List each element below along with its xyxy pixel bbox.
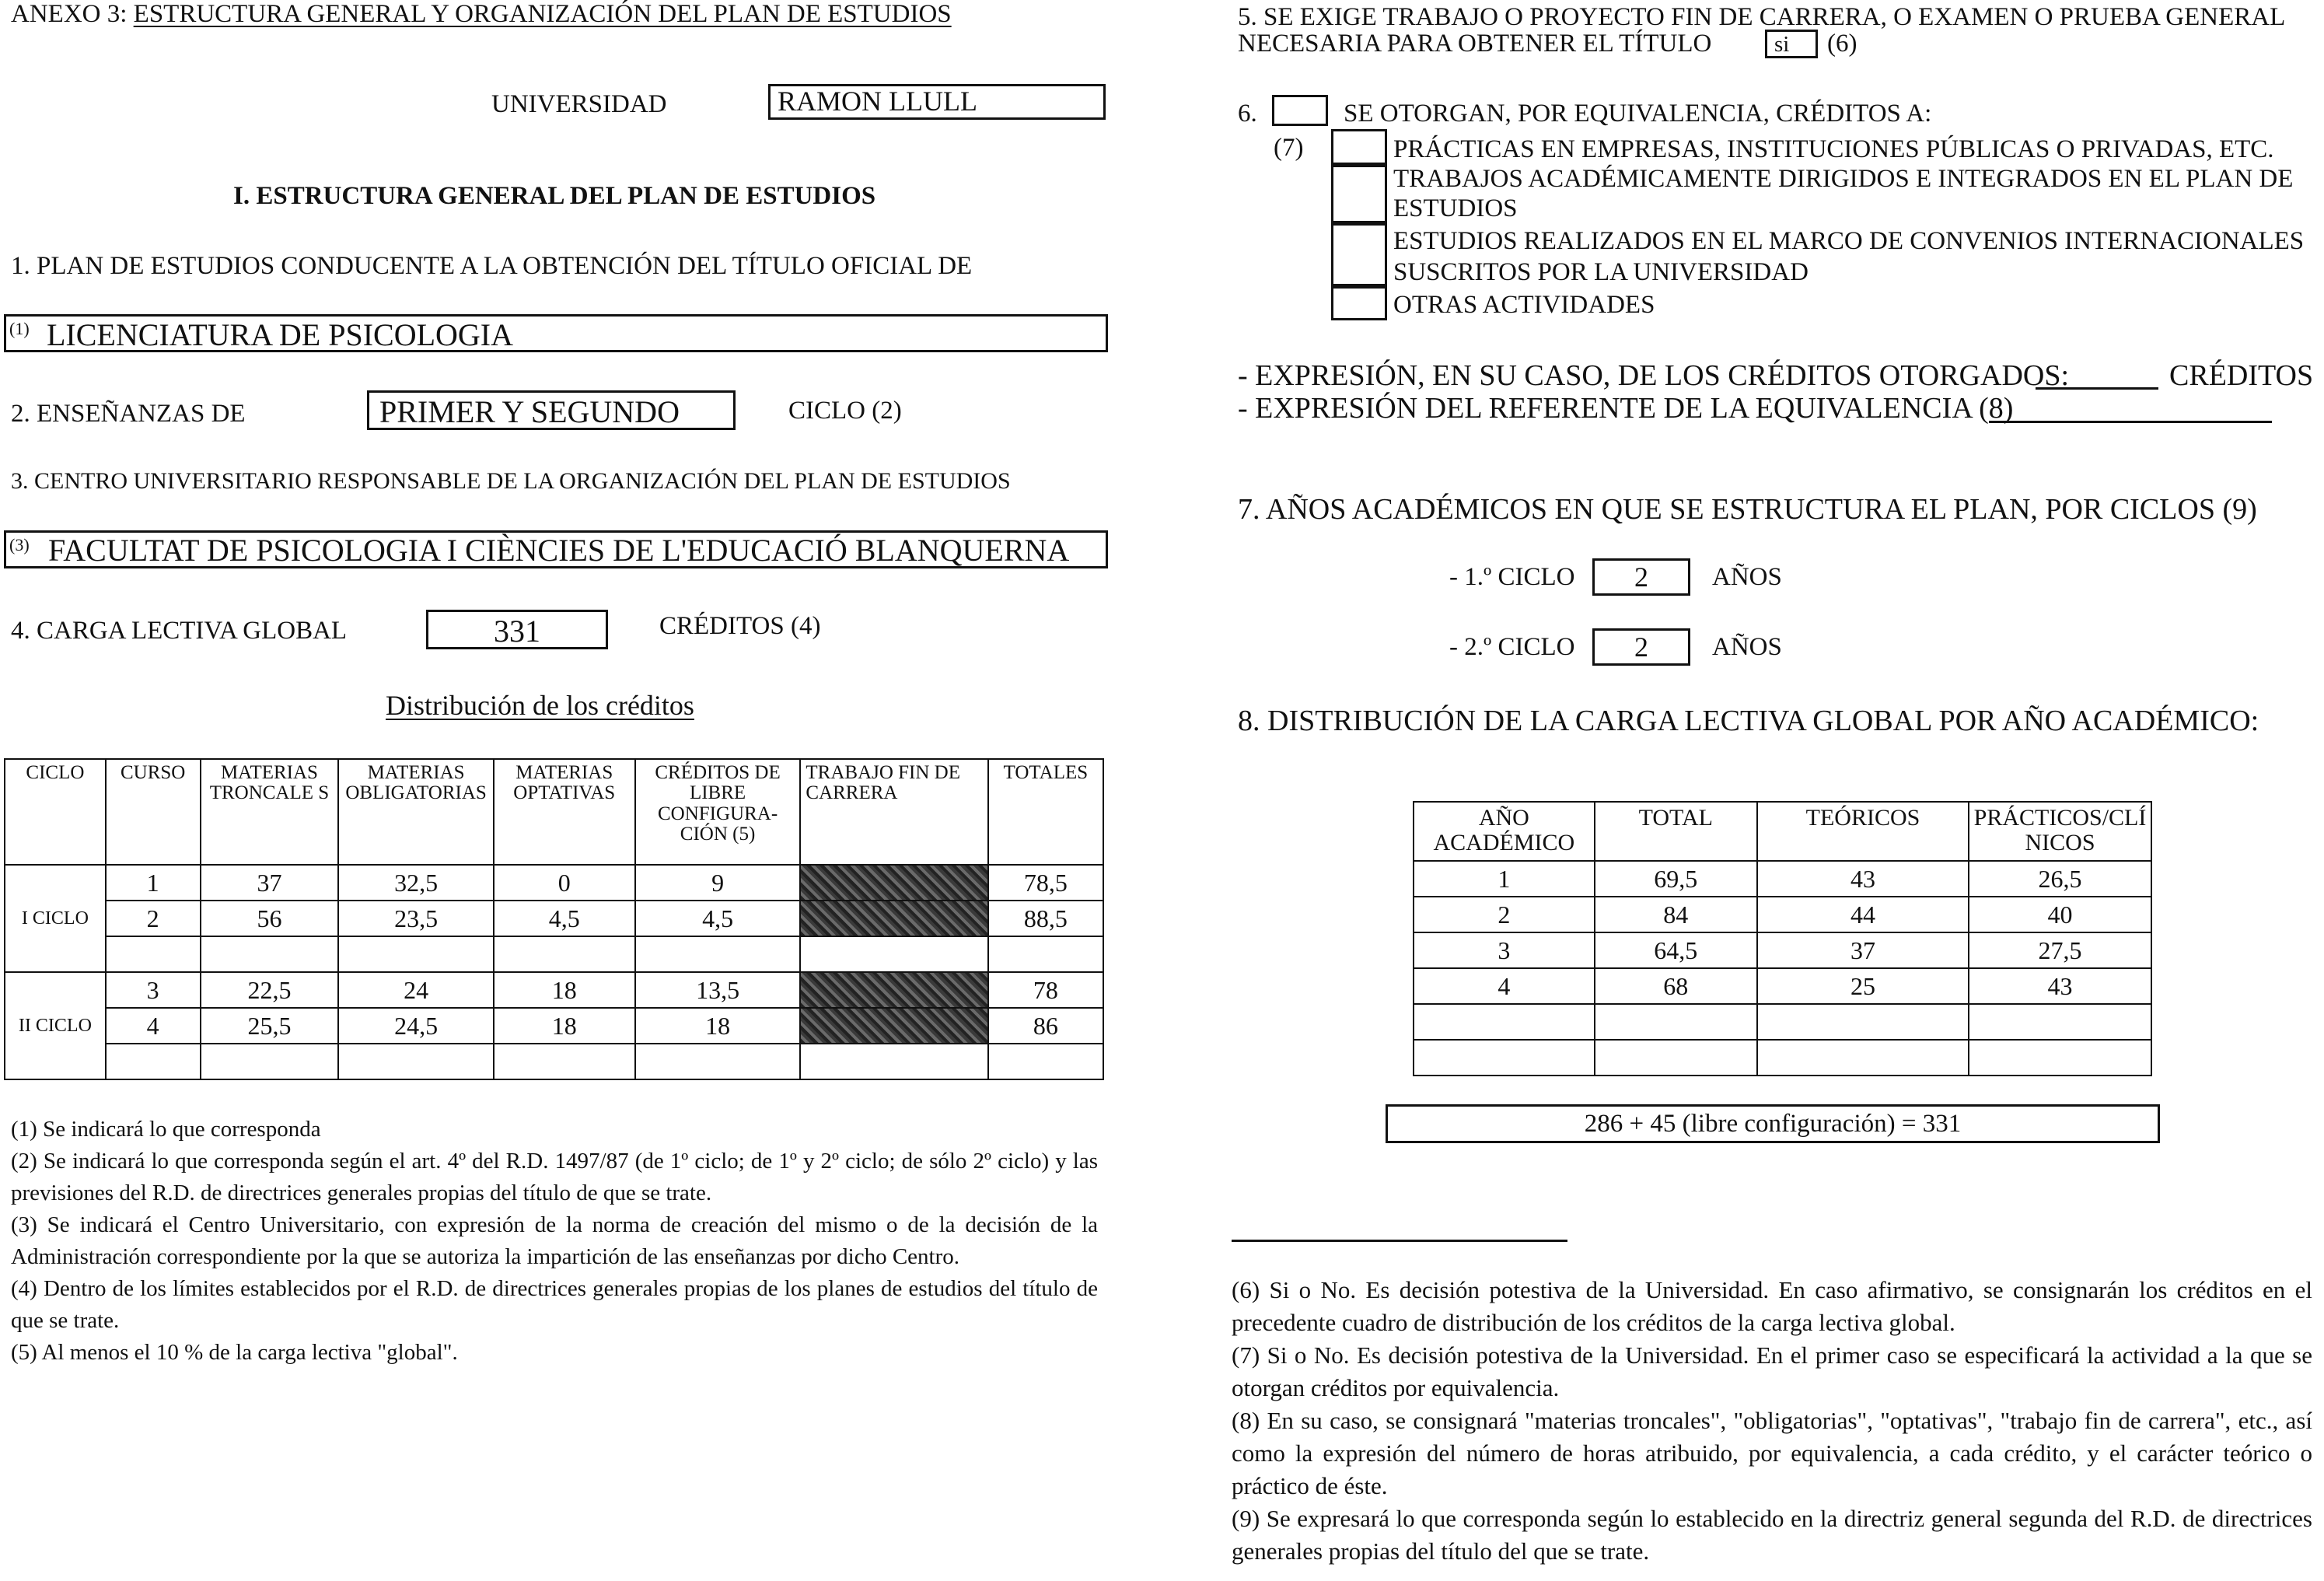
troncales-cell: 22,5 bbox=[201, 972, 339, 1008]
footnote-separator bbox=[1232, 1240, 1567, 1242]
item3-ref: (3) bbox=[9, 535, 30, 554]
table-row bbox=[1414, 861, 2151, 897]
obligatorias-cell: 23,5 bbox=[338, 901, 493, 936]
item8-label: 8. DISTRIBUCIÓN DE LA CARGA LECTIVA GLOBAL POR AÑO ACADÉMICO: bbox=[1238, 705, 2259, 737]
footnote: (5) Al menos el 10 % de la carga lectiva "global". bbox=[11, 1340, 458, 1365]
item6-label: SE OTORGAN, POR EQUIVALENCIA, CRÉDITOS A: bbox=[1344, 100, 1932, 128]
header-total: TOTAL bbox=[1595, 802, 1757, 861]
option-practicas-checkbox[interactable] bbox=[1331, 129, 1387, 165]
table-row bbox=[1414, 897, 2151, 932]
redacted-cell bbox=[800, 972, 987, 1008]
footnote: (3) Se indicará el Centro Universitario, con expresión de la norma de creación del mismo o de la decisión de la Administración correspondiente por la que se autoriza la impartición de las enseñanzas por dicho Centro. bbox=[11, 1212, 1098, 1269]
libre-cell: 13,5 bbox=[635, 972, 801, 1008]
item1-ref: (1) bbox=[9, 319, 30, 338]
redacted-cell bbox=[800, 901, 987, 936]
practicos-cell: 27,5 bbox=[1969, 932, 2151, 968]
cycle2-years-value: 2 bbox=[1634, 631, 1648, 663]
curso-cell: 3 bbox=[106, 972, 201, 1008]
item2-label: 2. ENSEÑANZAS DE bbox=[11, 400, 246, 428]
troncales-cell: 56 bbox=[201, 901, 339, 936]
expr1-blank[interactable] bbox=[2036, 387, 2158, 390]
optativas-cell: 0 bbox=[494, 865, 635, 901]
obligatorias-cell: 32,5 bbox=[338, 865, 493, 901]
option-trabajos-label-2: ESTUDIOS bbox=[1393, 194, 1518, 222]
cycle1-years-value: 2 bbox=[1634, 561, 1648, 593]
item5-line2: NECESARIA PARA OBTENER EL TÍTULO bbox=[1238, 30, 1712, 58]
table-row-empty bbox=[1414, 1040, 2151, 1076]
footnote: (2) Se indicará lo que corresponda según el art. 4º del R.D. 1497/87 (de 1º ciclo; de 1º y 2º ciclo; de sólo 2º ciclo) y las previsiones del R.D. de directrices generales propias del título de que se trate. bbox=[11, 1149, 1098, 1205]
option-practicas-label: PRÁCTICAS EN EMPRESAS, INSTITUCIONES PÚBLICAS O PRIVADAS, ETC. bbox=[1393, 135, 2274, 163]
header-obligatorias: MATERIAS OBLIGATORIAS bbox=[338, 759, 493, 865]
header-optativas: MATERIAS OPTATIVAS bbox=[494, 759, 635, 865]
item2-suffix: CICLO (2) bbox=[788, 397, 902, 425]
option-convenios-label-1: ESTUDIOS REALIZADOS EN EL MARCO DE CONVENIOS INTERNACIONALES bbox=[1393, 227, 2305, 255]
option-otras-label: OTRAS ACTIVIDADES bbox=[1393, 291, 1655, 319]
credit-distribution-table bbox=[4, 758, 1104, 1080]
center-value: FACULTAT DE PSICOLOGIA I CIÈNCIES DE L'EDUCACIÓ BLANQUERNA bbox=[48, 533, 1070, 568]
header-totales: TOTALES bbox=[988, 759, 1103, 865]
curso-cell: 2 bbox=[106, 901, 201, 936]
table-row-empty bbox=[1414, 1004, 2151, 1040]
distribution-title: Distribución de los créditos bbox=[386, 690, 694, 721]
year-distribution-table bbox=[1413, 801, 2152, 1076]
annex-title: ESTRUCTURA GENERAL Y ORGANIZACIÓN DEL PLAN DE ESTUDIOS bbox=[133, 0, 952, 28]
teoricos-cell: 44 bbox=[1757, 897, 1969, 932]
year-cell: 4 bbox=[1414, 968, 1595, 1004]
year-table-header-row bbox=[1414, 802, 2151, 861]
section-title: I. ESTRUCTURA GENERAL DEL PLAN DE ESTUDIOS bbox=[233, 182, 876, 210]
teoricos-cell: 25 bbox=[1757, 968, 1969, 1004]
optativas-cell: 4,5 bbox=[494, 901, 635, 936]
table-row bbox=[1414, 968, 2151, 1004]
item6-number: 6. bbox=[1238, 100, 1257, 128]
teoricos-cell: 37 bbox=[1757, 932, 1969, 968]
table-row bbox=[5, 865, 1103, 901]
footnote: (7) Si o No. Es decisión potestiva de la Universidad. En el primer caso se especificará la actividad a la que se otorgan créditos por equivalencia. bbox=[1232, 1341, 2312, 1401]
footnote: (6) Si o No. Es decisión potestiva de la Universidad. En caso afirmativo, se consignarán los créditos en el precedente cuadro de distribución de los créditos de la carga lectiva global. bbox=[1232, 1276, 2312, 1336]
footnote: (4) Dentro de los límites establecidos por el R.D. de directrices generales propias de los planes de estudios del título de que se trate. bbox=[11, 1276, 1098, 1333]
university-label: UNIVERSIDAD bbox=[491, 90, 667, 118]
obligatorias-cell: 24,5 bbox=[338, 1008, 493, 1044]
libre-cell: 4,5 bbox=[635, 901, 801, 936]
item4-suffix: CRÉDITOS (4) bbox=[659, 612, 821, 640]
cycle2-years-unit: AÑOS bbox=[1712, 633, 1782, 661]
libre-cell: 9 bbox=[635, 865, 801, 901]
university-value: RAMON LLULL bbox=[778, 86, 977, 117]
thesis-required-value: si bbox=[1774, 32, 1790, 57]
curso-cell: 1 bbox=[106, 865, 201, 901]
totales-cell: 78,5 bbox=[988, 865, 1103, 901]
item1-label: 1. PLAN DE ESTUDIOS CONDUCENTE A LA OBTENCIÓN DEL TÍTULO OFICIAL DE bbox=[11, 252, 973, 280]
year-cell: 3 bbox=[1414, 932, 1595, 968]
item3-label: 3. CENTRO UNIVERSITARIO RESPONSABLE DE LA ORGANIZACIÓN DEL PLAN DE ESTUDIOS bbox=[11, 468, 1011, 494]
header-troncales: MATERIAS TRONCALE S bbox=[201, 759, 339, 865]
header-libre: CRÉDITOS DE LIBRE CONFIGURA- CIÓN (5) bbox=[635, 759, 801, 865]
cycle2-label: II CICLO bbox=[5, 972, 106, 1079]
header-curso: CURSO bbox=[106, 759, 201, 865]
practicos-cell: 40 bbox=[1969, 897, 2151, 932]
option-otras-checkbox[interactable] bbox=[1331, 286, 1387, 320]
annex-heading bbox=[11, 0, 952, 30]
item6-ref: (7) bbox=[1274, 134, 1304, 162]
total-cell: 84 bbox=[1595, 897, 1757, 932]
teoricos-cell: 43 bbox=[1757, 861, 1969, 897]
practicos-cell: 43 bbox=[1969, 968, 2151, 1004]
troncales-cell: 25,5 bbox=[201, 1008, 339, 1044]
totales-cell: 88,5 bbox=[988, 901, 1103, 936]
expr1-suffix: CRÉDITOS bbox=[2169, 359, 2314, 392]
thesis-required-field bbox=[1765, 30, 1818, 58]
year-cell: 2 bbox=[1414, 897, 1595, 932]
item5-ref: (6) bbox=[1827, 30, 1857, 58]
table-row-empty bbox=[5, 936, 1103, 972]
expr1-label: - EXPRESIÓN, EN SU CASO, DE LOS CRÉDITOS OTORGADOS: bbox=[1238, 359, 2070, 392]
table-row bbox=[5, 901, 1103, 936]
obligatorias-cell: 24 bbox=[338, 972, 493, 1008]
table-row bbox=[1414, 932, 2151, 968]
footnote: (9) Se expresará lo que corresponda según lo establecido en la directriz general segunda del R.D. de directrices generales propias del título del que se trate. bbox=[1232, 1505, 2312, 1565]
footnote: (1) Se indicará lo que corresponda bbox=[11, 1117, 321, 1142]
cycle-value: PRIMER Y SEGUNDO bbox=[379, 394, 680, 429]
total-cell: 64,5 bbox=[1595, 932, 1757, 968]
header-teoricos: TEÓRICOS bbox=[1757, 802, 1969, 861]
curso-cell: 4 bbox=[106, 1008, 201, 1044]
libre-cell: 18 bbox=[635, 1008, 801, 1044]
item4-label: 4. CARGA LECTIVA GLOBAL bbox=[11, 617, 348, 645]
degree-value: LICENCIATURA DE PSICOLOGIA bbox=[47, 317, 513, 352]
redacted-cell bbox=[800, 1008, 987, 1044]
right-footnotes bbox=[1232, 1274, 2312, 1568]
table-row-empty bbox=[5, 1044, 1103, 1079]
troncales-cell: 37 bbox=[201, 865, 339, 901]
item5-line1: 5. SE EXIGE TRABAJO O PROYECTO FIN DE CARRERA, O EXAMEN O PRUEBA GENERAL bbox=[1238, 3, 2286, 31]
credits-value: 331 bbox=[494, 614, 540, 649]
header-practicos: PRÁCTICOS/CLÍ NICOS bbox=[1969, 802, 2151, 861]
table-header-row bbox=[5, 759, 1103, 865]
totales-cell: 86 bbox=[988, 1008, 1103, 1044]
header-year: AÑO ACADÉMICO bbox=[1414, 802, 1595, 861]
redacted-cell bbox=[800, 865, 987, 901]
cycle1-label: I CICLO bbox=[5, 865, 106, 972]
table-row bbox=[5, 1008, 1103, 1044]
table-row bbox=[5, 972, 1103, 1008]
optativas-cell: 18 bbox=[494, 1008, 635, 1044]
cycle1-years-label: - 1.º CICLO bbox=[1449, 563, 1575, 591]
equivalence-checkbox[interactable] bbox=[1272, 95, 1328, 126]
expr2-blank[interactable] bbox=[1989, 421, 2272, 423]
header-ciclo: CICLO bbox=[5, 759, 106, 865]
total-summary: 286 + 45 (libre configuración) = 331 bbox=[1584, 1110, 1962, 1138]
option-trabajos-checkbox[interactable] bbox=[1331, 165, 1387, 223]
option-trabajos-label-1: TRABAJOS ACADÉMICAMENTE DIRIGIDOS E INTEGRADOS EN EL PLAN DE bbox=[1393, 165, 2294, 193]
header-trabajo: TRABAJO FIN DE CARRERA bbox=[800, 759, 987, 865]
left-footnotes bbox=[11, 1114, 1098, 1369]
expr2-label: - EXPRESIÓN DEL REFERENTE DE LA EQUIVALENCIA (8) bbox=[1238, 392, 2014, 425]
total-cell: 69,5 bbox=[1595, 861, 1757, 897]
cycle2-years-label: - 2.º CICLO bbox=[1449, 633, 1575, 661]
item7-label: 7. AÑOS ACADÉMICOS EN QUE SE ESTRUCTURA EL PLAN, POR CICLOS (9) bbox=[1238, 493, 2257, 526]
annex-prefix: ANEXO 3: bbox=[11, 0, 128, 28]
optativas-cell: 18 bbox=[494, 972, 635, 1008]
practicos-cell: 26,5 bbox=[1969, 861, 2151, 897]
total-cell: 68 bbox=[1595, 968, 1757, 1004]
option-convenios-label-2: SUSCRITOS POR LA UNIVERSIDAD bbox=[1393, 258, 1809, 286]
cycle1-years-unit: AÑOS bbox=[1712, 563, 1782, 591]
totales-cell: 78 bbox=[988, 972, 1103, 1008]
option-convenios-checkbox[interactable] bbox=[1331, 223, 1387, 286]
year-cell: 1 bbox=[1414, 861, 1595, 897]
footnote: (8) En su caso, se consignará "materias troncales", "obligatorias", "optativas", "trabajo fin de carrera", etc., así como la expresión del número de horas atribuido, por equivalencia, a cada crédito, y el carácter teórico o práctico de éste. bbox=[1232, 1407, 2312, 1499]
